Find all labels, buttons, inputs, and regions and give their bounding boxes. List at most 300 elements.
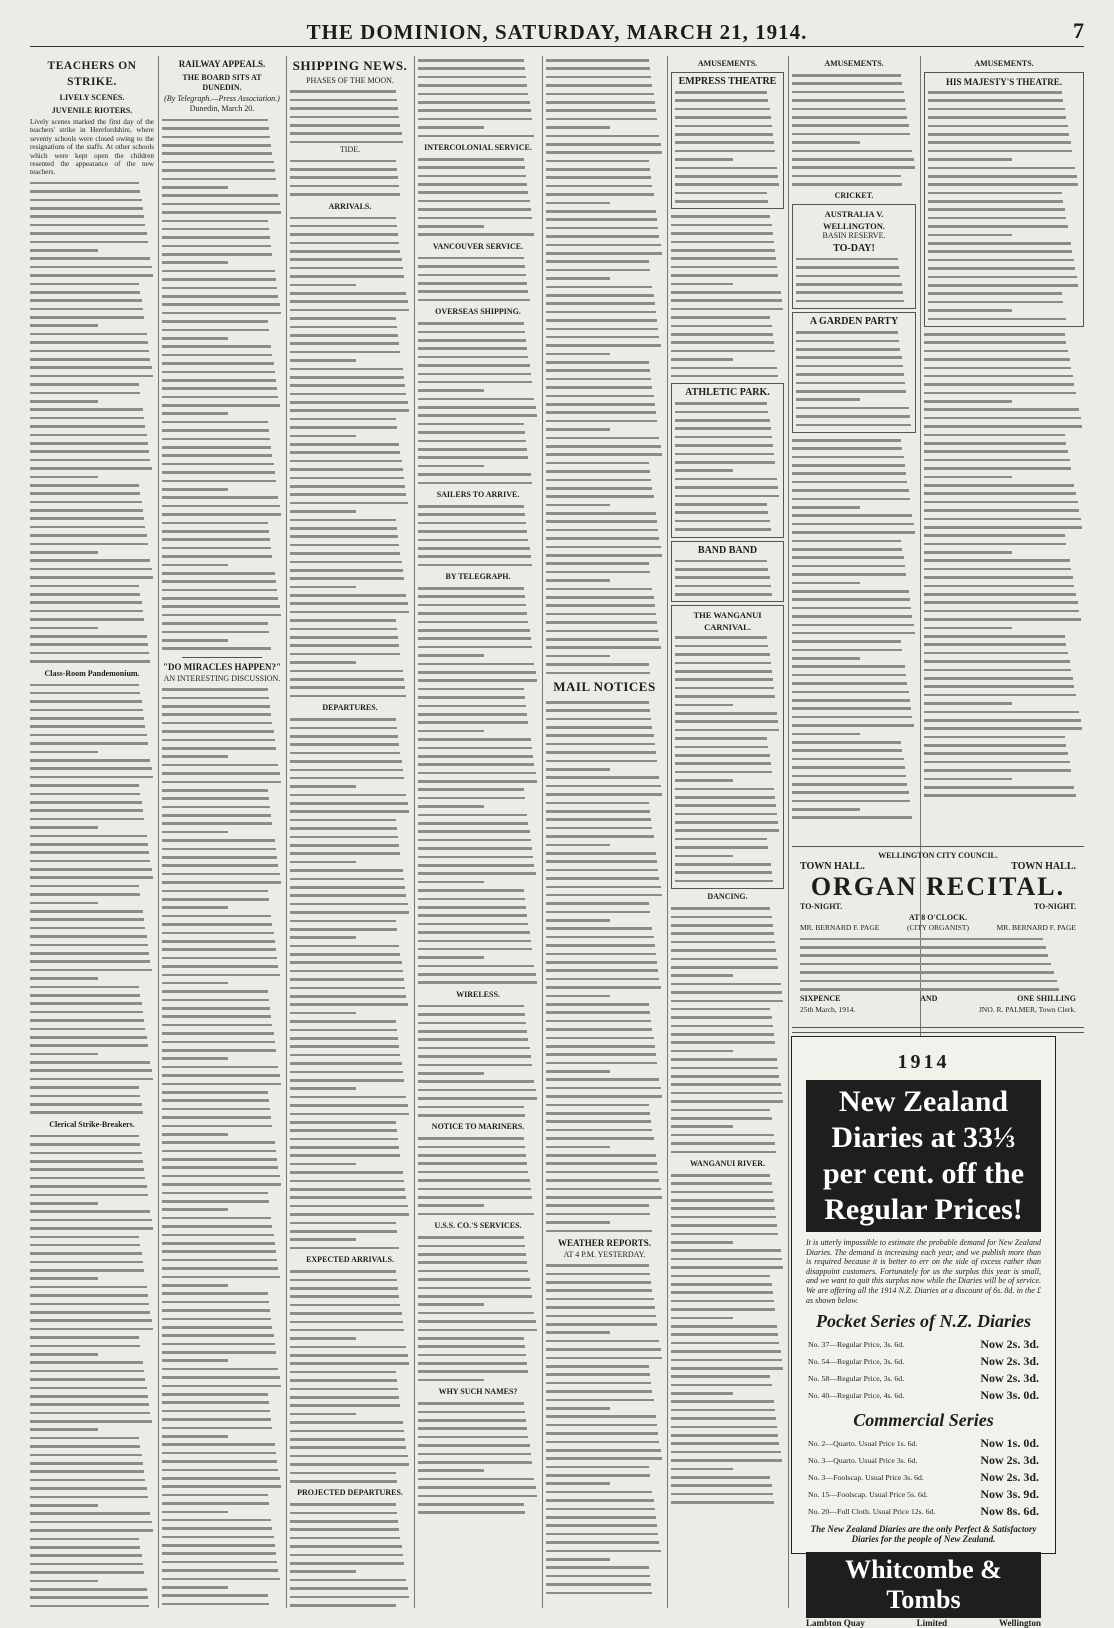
text-line bbox=[30, 1165, 154, 1173]
text-line bbox=[30, 1350, 154, 1358]
text-line bbox=[30, 640, 154, 648]
text-line bbox=[30, 1216, 154, 1224]
text-line bbox=[675, 180, 780, 188]
text-line bbox=[671, 1255, 784, 1263]
text-line bbox=[792, 755, 916, 763]
text-line bbox=[290, 1410, 410, 1418]
text-line bbox=[30, 983, 154, 991]
price-row bbox=[808, 1336, 1039, 1353]
article-subheadline: JUVENILE RIOTERS. bbox=[51, 106, 133, 115]
text-line bbox=[546, 618, 663, 626]
text-line bbox=[924, 691, 1084, 699]
text-line bbox=[800, 985, 1076, 993]
text-line bbox=[290, 490, 410, 498]
text-line bbox=[924, 489, 1084, 497]
column-rule bbox=[788, 56, 789, 1608]
text-line bbox=[290, 1567, 410, 1575]
text-line bbox=[418, 1103, 538, 1111]
text-line bbox=[546, 1092, 663, 1100]
text-line bbox=[418, 197, 538, 205]
text-line bbox=[546, 106, 663, 114]
text-line bbox=[546, 975, 663, 983]
text-line bbox=[924, 741, 1084, 749]
text-line bbox=[290, 1168, 410, 1176]
text-line bbox=[290, 625, 410, 633]
text-line bbox=[671, 1230, 784, 1238]
commercial-series-table bbox=[808, 1435, 1039, 1520]
text-line bbox=[162, 1508, 282, 1516]
text-line bbox=[546, 1454, 663, 1462]
text-line bbox=[671, 1481, 784, 1489]
text-line bbox=[675, 768, 780, 776]
text-line bbox=[924, 556, 1084, 564]
text-line bbox=[30, 991, 154, 999]
text-line bbox=[418, 115, 538, 123]
text-line bbox=[671, 1114, 784, 1122]
text-line bbox=[290, 849, 410, 857]
text-line bbox=[418, 519, 538, 527]
text-line bbox=[290, 984, 410, 992]
section-heading: VANCOUVER SERVICE. bbox=[432, 241, 524, 251]
text-line bbox=[675, 458, 780, 466]
text-line bbox=[792, 461, 916, 469]
text-line bbox=[418, 660, 538, 668]
text-line bbox=[162, 1432, 282, 1440]
text-line bbox=[546, 81, 663, 89]
text-line bbox=[162, 133, 282, 141]
text-line bbox=[675, 659, 780, 667]
section-heading: AMUSEMENTS. bbox=[697, 59, 758, 68]
text-line bbox=[418, 370, 538, 378]
text-line bbox=[290, 1093, 410, 1101]
text-line bbox=[418, 536, 538, 544]
text-line bbox=[418, 811, 538, 819]
text-line bbox=[671, 1372, 784, 1380]
text-line bbox=[546, 765, 663, 773]
advertiser-name: Whitcombe & Tombs bbox=[806, 1552, 1041, 1618]
text-line bbox=[290, 933, 410, 941]
text-line bbox=[290, 1009, 410, 1017]
text-line bbox=[671, 1431, 784, 1439]
text-line bbox=[162, 1214, 282, 1222]
list-body bbox=[418, 1399, 538, 1516]
text-line bbox=[418, 785, 538, 793]
text-line bbox=[162, 1424, 282, 1432]
text-line bbox=[924, 649, 1084, 657]
text-line bbox=[675, 416, 780, 424]
text-line bbox=[162, 811, 282, 819]
text-line bbox=[675, 147, 780, 155]
text-line bbox=[418, 928, 538, 936]
list-body bbox=[418, 1002, 538, 1119]
text-line bbox=[30, 1274, 154, 1282]
text-line bbox=[162, 1080, 282, 1088]
text-line bbox=[675, 155, 780, 163]
section-heading: DANCING. bbox=[707, 892, 748, 902]
text-line bbox=[675, 633, 780, 641]
text-line bbox=[162, 1491, 282, 1499]
text-line bbox=[546, 824, 663, 832]
text-line bbox=[162, 1591, 282, 1599]
text-line bbox=[162, 1122, 282, 1130]
text-line bbox=[162, 1231, 282, 1239]
text-line bbox=[418, 353, 538, 361]
text-line bbox=[675, 408, 780, 416]
table-body bbox=[290, 157, 410, 199]
text-line bbox=[30, 447, 154, 455]
text-line bbox=[418, 1424, 538, 1432]
text-line bbox=[30, 347, 154, 355]
text-line bbox=[671, 246, 784, 254]
text-line bbox=[162, 451, 282, 459]
text-line bbox=[162, 736, 282, 744]
text-line bbox=[290, 1101, 410, 1109]
text-line bbox=[162, 124, 282, 132]
text-line bbox=[792, 528, 916, 536]
text-line bbox=[418, 502, 538, 510]
text-line bbox=[671, 1330, 784, 1338]
text-line bbox=[671, 296, 784, 304]
text-line bbox=[671, 238, 784, 246]
text-line bbox=[418, 1010, 538, 1018]
text-line bbox=[290, 650, 410, 658]
text-line bbox=[162, 895, 282, 903]
text-line bbox=[924, 749, 1084, 757]
text-line bbox=[290, 1385, 410, 1393]
text-line bbox=[162, 828, 282, 836]
text-line bbox=[290, 558, 410, 566]
text-line bbox=[162, 870, 282, 878]
ad-headline: ORGAN RECITAL. bbox=[810, 872, 1066, 902]
text-line bbox=[418, 794, 538, 802]
text-line bbox=[792, 679, 916, 687]
text-line bbox=[162, 326, 282, 334]
text-line bbox=[546, 358, 663, 366]
text-line bbox=[796, 263, 912, 271]
text-line bbox=[792, 788, 916, 796]
text-line bbox=[546, 1109, 663, 1117]
price-now: Now 8s. 6d. bbox=[980, 1504, 1039, 1519]
text-line bbox=[30, 1025, 154, 1033]
text-line bbox=[792, 495, 916, 503]
text-line bbox=[546, 593, 663, 601]
text-line bbox=[30, 865, 154, 873]
table-body bbox=[290, 87, 410, 146]
text-line bbox=[290, 1185, 410, 1193]
text-line bbox=[796, 328, 912, 336]
table-body bbox=[418, 319, 538, 487]
price-now: Now 3s. 9d. bbox=[980, 1487, 1039, 1502]
text-line bbox=[290, 566, 410, 574]
article-headline: RAILWAY APPEALS. bbox=[178, 59, 266, 69]
text-line bbox=[418, 1052, 538, 1060]
text-line bbox=[418, 1367, 538, 1375]
text-line bbox=[290, 1244, 410, 1252]
text-line bbox=[290, 516, 410, 524]
text-line bbox=[162, 569, 282, 577]
text-line bbox=[675, 164, 780, 172]
text-line bbox=[546, 585, 663, 593]
text-line bbox=[671, 1122, 784, 1130]
article-subheadline: AN INTERESTING DISCUSSION. bbox=[163, 673, 281, 683]
text-line bbox=[546, 1429, 663, 1437]
text-line bbox=[671, 372, 784, 380]
text-line bbox=[675, 701, 780, 709]
text-line bbox=[418, 1466, 538, 1474]
text-line bbox=[796, 288, 912, 296]
ad-body bbox=[796, 255, 912, 305]
text-line bbox=[924, 364, 1084, 372]
text-line bbox=[30, 196, 154, 204]
price-row bbox=[808, 1387, 1039, 1404]
list-body bbox=[418, 584, 538, 987]
text-line bbox=[675, 751, 780, 759]
text-line bbox=[30, 582, 154, 590]
text-line bbox=[290, 173, 410, 181]
text-line bbox=[162, 1004, 282, 1012]
text-line bbox=[30, 1149, 154, 1157]
text-line bbox=[162, 1415, 282, 1423]
text-line bbox=[546, 1354, 663, 1362]
text-line bbox=[924, 372, 1084, 380]
text-line bbox=[792, 805, 916, 813]
text-line bbox=[30, 1375, 154, 1383]
text-line bbox=[546, 543, 663, 551]
text-line bbox=[162, 258, 282, 266]
text-line bbox=[546, 434, 663, 442]
text-line bbox=[162, 300, 282, 308]
text-line bbox=[928, 189, 1080, 197]
text-line bbox=[924, 724, 1084, 732]
article-headline: "DO MIRACLES HAPPEN?" bbox=[163, 661, 281, 672]
text-line bbox=[546, 1589, 663, 1597]
text-line bbox=[800, 951, 1076, 959]
text-line bbox=[924, 632, 1084, 640]
text-line bbox=[546, 857, 663, 865]
text-line bbox=[290, 967, 410, 975]
text-line bbox=[546, 140, 663, 148]
text-line bbox=[671, 1364, 784, 1372]
text-line bbox=[418, 552, 538, 560]
ad-body bbox=[928, 88, 1080, 323]
text-line bbox=[418, 1275, 538, 1283]
text-line bbox=[162, 502, 282, 510]
text-line bbox=[546, 1580, 663, 1588]
text-line bbox=[546, 73, 663, 81]
text-line bbox=[546, 98, 663, 106]
text-line bbox=[924, 456, 1084, 464]
price-label: No. 2—Quarto. Usual Price 1s. 6d. bbox=[808, 1439, 918, 1449]
text-line bbox=[546, 1530, 663, 1538]
text-line bbox=[546, 291, 663, 299]
text-line bbox=[162, 292, 282, 300]
section-heading: U.S.S. CO.'S SERVICES. bbox=[434, 1221, 522, 1231]
text-line bbox=[290, 891, 410, 899]
text-line bbox=[418, 962, 538, 970]
text-line bbox=[162, 594, 282, 602]
section-heading: WHY SUCH NAMES? bbox=[438, 1387, 518, 1397]
text-line bbox=[418, 1151, 538, 1159]
text-line bbox=[546, 740, 663, 748]
text-line bbox=[30, 498, 154, 506]
column-3 bbox=[290, 56, 410, 1608]
text-line bbox=[290, 1284, 410, 1292]
divider bbox=[182, 657, 262, 658]
text-line bbox=[546, 1446, 663, 1454]
text-line bbox=[675, 500, 780, 508]
text-line bbox=[162, 636, 282, 644]
text-line bbox=[162, 401, 282, 409]
text-line bbox=[418, 1433, 538, 1441]
text-line bbox=[30, 748, 154, 756]
text-line bbox=[30, 615, 154, 623]
text-line bbox=[418, 1185, 538, 1193]
text-line bbox=[671, 1097, 784, 1105]
text-line bbox=[675, 852, 780, 860]
text-line bbox=[418, 853, 538, 861]
text-line bbox=[290, 1219, 410, 1227]
text-line bbox=[924, 666, 1084, 674]
text-line bbox=[30, 556, 154, 564]
text-line bbox=[671, 1456, 784, 1464]
column-8 bbox=[924, 56, 1084, 826]
text-line bbox=[30, 1140, 154, 1148]
text-line bbox=[30, 1157, 154, 1165]
ad-title: EMPRESS THEATRE bbox=[678, 76, 777, 87]
ad-date: 25th March, 1914. bbox=[800, 1004, 856, 1014]
ad-heading-right: TOWN HALL. bbox=[1011, 861, 1076, 872]
text-line bbox=[162, 561, 282, 569]
text-line bbox=[546, 115, 663, 123]
text-line bbox=[792, 797, 916, 805]
list-body bbox=[546, 698, 663, 1235]
section-heading: AMUSEMENTS. bbox=[974, 59, 1034, 68]
text-line bbox=[290, 113, 410, 121]
text-line bbox=[796, 412, 912, 420]
text-line bbox=[30, 1291, 154, 1299]
text-line bbox=[162, 878, 282, 886]
text-line bbox=[418, 718, 538, 726]
text-line bbox=[162, 1105, 282, 1113]
text-line bbox=[671, 980, 784, 988]
text-line bbox=[162, 409, 282, 417]
text-line bbox=[290, 1443, 410, 1451]
text-line bbox=[418, 819, 538, 827]
text-line bbox=[546, 1479, 663, 1487]
text-line bbox=[162, 1038, 282, 1046]
column-1 bbox=[30, 56, 154, 1608]
text-line bbox=[546, 1270, 663, 1278]
text-line bbox=[290, 365, 410, 373]
text-line bbox=[546, 706, 663, 714]
text-line bbox=[418, 744, 538, 752]
text-line bbox=[671, 904, 784, 912]
text-line bbox=[290, 616, 410, 624]
text-line bbox=[924, 548, 1084, 556]
text-line bbox=[30, 1300, 154, 1308]
text-line bbox=[290, 239, 410, 247]
text-line bbox=[546, 731, 663, 739]
text-line bbox=[418, 1458, 538, 1466]
text-line bbox=[30, 974, 154, 982]
text-line bbox=[675, 475, 780, 483]
text-line bbox=[162, 418, 282, 426]
text-line bbox=[30, 1484, 154, 1492]
text-line bbox=[675, 709, 780, 717]
text-line bbox=[671, 938, 784, 946]
text-line bbox=[418, 403, 538, 411]
text-line bbox=[924, 791, 1084, 799]
text-line bbox=[418, 1351, 538, 1359]
text-line bbox=[546, 123, 663, 131]
text-line bbox=[30, 212, 154, 220]
text-line bbox=[290, 925, 410, 933]
text-line bbox=[671, 1381, 784, 1389]
text-line bbox=[30, 590, 154, 598]
text-line bbox=[30, 1075, 154, 1083]
text-line bbox=[546, 1017, 663, 1025]
text-line bbox=[928, 315, 1080, 323]
text-line bbox=[928, 273, 1080, 281]
ad-heading-left: TOWN HALL. bbox=[800, 861, 865, 872]
text-line bbox=[546, 924, 663, 932]
text-line bbox=[418, 1201, 538, 1209]
text-line bbox=[546, 1193, 663, 1201]
text-line bbox=[30, 405, 154, 413]
text-line bbox=[546, 333, 663, 341]
text-line bbox=[924, 590, 1084, 598]
text-line bbox=[671, 280, 784, 288]
text-line bbox=[30, 1526, 154, 1534]
text-line bbox=[671, 997, 784, 1005]
text-line bbox=[290, 1068, 410, 1076]
text-line bbox=[30, 915, 154, 923]
text-line bbox=[418, 886, 538, 894]
text-line bbox=[671, 1448, 784, 1456]
ad-body bbox=[675, 88, 780, 205]
text-line bbox=[546, 883, 663, 891]
text-line bbox=[418, 878, 538, 886]
text-line bbox=[290, 1401, 410, 1409]
text-line bbox=[675, 650, 780, 658]
text-line bbox=[418, 1492, 538, 1500]
ad-headline: New Zealand Diaries at 33⅓ per cent. off the Regular Prices! bbox=[806, 1080, 1041, 1232]
text-line bbox=[546, 1261, 663, 1269]
price-label: No. 40—Regular Price, 4s. 6d. bbox=[808, 1391, 905, 1401]
text-line bbox=[30, 1258, 154, 1266]
text-line bbox=[792, 130, 916, 138]
text-line bbox=[546, 568, 663, 576]
text-line bbox=[546, 283, 663, 291]
text-line bbox=[928, 105, 1080, 113]
text-line bbox=[418, 56, 538, 64]
text-line bbox=[162, 1021, 282, 1029]
text-line bbox=[546, 891, 663, 899]
text-line bbox=[162, 435, 282, 443]
text-line bbox=[924, 355, 1084, 363]
text-line bbox=[162, 141, 282, 149]
section-heading: CRICKET. bbox=[834, 191, 874, 201]
text-line bbox=[792, 511, 916, 519]
text-line bbox=[546, 832, 663, 840]
text-line bbox=[671, 946, 784, 954]
text-line bbox=[290, 1110, 410, 1118]
text-line bbox=[675, 483, 780, 491]
text-line bbox=[290, 182, 410, 190]
text-line bbox=[290, 791, 410, 799]
text-line bbox=[162, 644, 282, 652]
text-line bbox=[924, 607, 1084, 615]
